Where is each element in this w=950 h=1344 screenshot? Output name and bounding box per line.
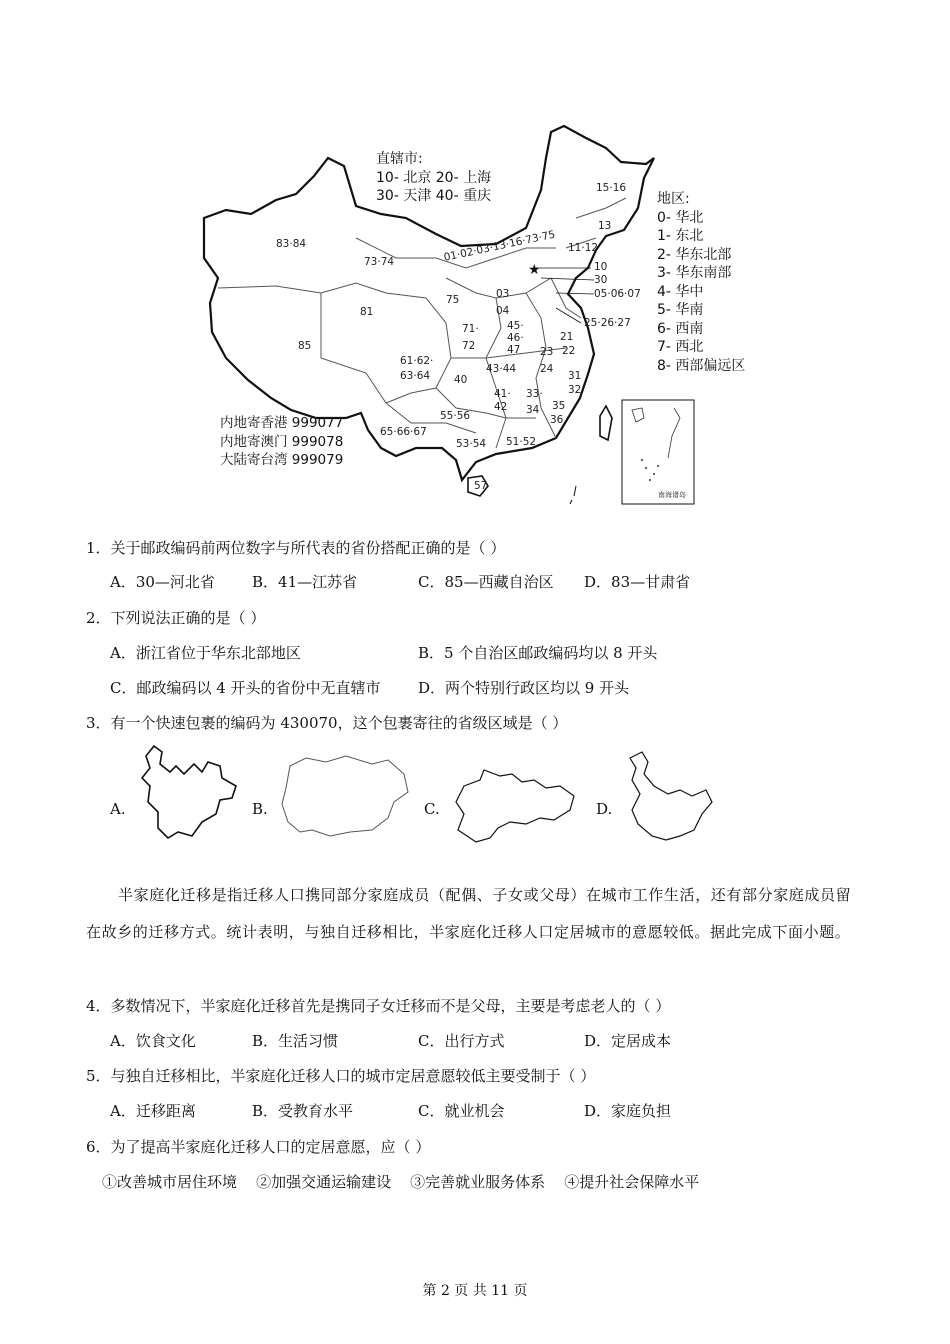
region-item: 0- 华北 [657, 209, 704, 226]
municipalities-line1: 10- 北京 20- 上海 [376, 169, 492, 186]
code-label: 22 [562, 345, 576, 357]
yunnan-outline-shape [136, 742, 246, 844]
heilongjiang-outline-shape [622, 750, 718, 846]
question-2: 2．下列说法正确的是（ ） [86, 609, 266, 627]
question-4: 4．多数情况下，半家庭化迁移首先是携同子女迁移而不是父母，主要是考虑老人的（ ） [86, 997, 671, 1015]
question-3: 3．有一个快速包裹的编码为 430070，这个包裹寄往的省级区域是（ ） [86, 714, 568, 732]
region-item: 3- 华东南部 [657, 265, 732, 281]
qinghai-outline-shape [276, 752, 412, 838]
code-label: 11·12 [568, 242, 599, 254]
q4-option-d: D．定居成本 [584, 1032, 672, 1050]
q6-statements: ①改善城市居住环境 ②加强交通运输建设 ③完善就业服务体系 ④提升社会保障水平 [102, 1173, 700, 1191]
code-label: 73·74 [364, 256, 395, 268]
code-label: 01·02·03·13·16·73·75 [442, 228, 557, 264]
q1-option-d: D．83—甘肃省 [584, 573, 691, 591]
inset-label: 南海诸岛 [658, 491, 686, 499]
special-code-hk: 内地寄香港 999077 [220, 415, 344, 431]
q2-option-b: B．5 个自治区邮政编码均以 8 开头 [418, 644, 658, 662]
code-label: 21 [560, 331, 574, 343]
q5-option-a: A．迁移距离 [110, 1102, 196, 1120]
q4-option-b: B．生活习惯 [252, 1032, 339, 1050]
code-label: 04 [496, 305, 510, 317]
q2-option-d: D．两个特别行政区均以 9 开头 [418, 679, 630, 697]
question-1: 1．关于邮政编码前两位数字与所代表的省份搭配正确的是（ ） [86, 539, 506, 557]
code-label: 36 [550, 414, 564, 426]
question-6: 6．为了提高半家庭化迁移人口的定居意愿，应（ ） [86, 1138, 431, 1156]
code-label: 65·66·67 [380, 426, 427, 438]
code-label: 24 [540, 363, 554, 375]
code-label: 71· [462, 323, 479, 335]
q3-option-b: B. [252, 800, 268, 818]
reading-passage: 半家庭化迁移是指迁移人口携同部分家庭成员（配偶、子女或父母）在城市工作生活，还有部分家庭成员留在故乡的迁移方式。统计表明，与独自迁移相比，半家庭化迁移人口定居城市的意愿较低。据此完成下面小题。 [86, 886, 852, 941]
municipalities-title: 直辖市: [376, 151, 423, 167]
region-item: 5- 华南 [657, 302, 704, 318]
code-label: 41· 42 [494, 388, 511, 413]
q5-option-d: D．家庭负担 [584, 1102, 672, 1120]
q5-option-b: B．受教育水平 [252, 1102, 354, 1120]
code-label: 40 [454, 374, 468, 386]
q3-option-c: C. [424, 800, 440, 818]
code-label: 55·56 [440, 410, 471, 422]
code-label: 45· 46· 47 [507, 320, 524, 356]
page-footer: 第 2 页 共 11 页 [422, 1283, 528, 1299]
special-code-taiwan: 大陆寄台湾 999079 [220, 452, 344, 468]
question-5: 5．与独自迁移相比，半家庭化迁移人口的城市定居意愿较低主要受制于（ ） [86, 1067, 596, 1085]
svg-text:★: ★ [528, 262, 541, 278]
region-item: 2- 华东北部 [657, 246, 732, 263]
q4-option-a: A．饮食文化 [110, 1032, 196, 1050]
q1-option-a: A．30—河北省 [110, 573, 215, 591]
code-label: 35 [552, 400, 566, 412]
code-label: 72 [462, 340, 476, 352]
special-code-macau: 内地寄澳门 999078 [220, 433, 344, 450]
code-label: 75 [446, 294, 460, 306]
code-label: 53·54 [456, 438, 487, 450]
region-item: 7- 西北 [657, 339, 704, 355]
q1-option-b: B．41—江苏省 [252, 573, 358, 591]
q2-option-c: C．邮政编码以 4 开头的省份中无直辖市 [110, 679, 381, 697]
region-item: 4- 华中 [657, 283, 704, 300]
code-label: 31 [568, 370, 582, 382]
q4-option-c: C．出行方式 [418, 1032, 505, 1050]
hubei-outline-shape [450, 766, 580, 848]
code-label: 34 [526, 404, 540, 416]
code-label: 05·06·07 [594, 288, 641, 300]
code-label: 85 [298, 340, 312, 352]
q3-option-d: D. [596, 800, 613, 818]
code-label: 15·16 [596, 182, 627, 194]
municipalities-line2: 30- 天津 40- 重庆 [376, 188, 492, 204]
regions-title: 地区: [657, 191, 690, 207]
code-label: 10 [594, 261, 608, 273]
special-codes-legend [220, 414, 343, 470]
q3-option-a: A. [110, 800, 126, 818]
q2-option-a: A．浙江省位于华东北部地区 [110, 644, 301, 662]
region-item: 6- 西南 [657, 320, 704, 337]
china-postal-map [196, 118, 756, 508]
code-label: 33· [526, 388, 543, 400]
regions-legend [657, 190, 745, 375]
code-label: 30 [594, 274, 608, 286]
code-label: 13 [598, 220, 612, 232]
code-label: 25·26·27 [584, 317, 631, 329]
q1-option-c: C．85—西藏自治区 [418, 573, 554, 591]
code-label: 83·84 [276, 238, 307, 250]
code-label: 32 [568, 384, 582, 396]
code-label: 43·44 [486, 363, 517, 375]
region-item: 8- 西部偏远区 [657, 357, 746, 374]
code-label: 03 [496, 288, 510, 300]
code-label: 51·52 [506, 436, 537, 448]
code-label: 23 [540, 346, 554, 358]
code-label: 61·62· 63·64 [400, 355, 434, 382]
q5-option-c: C．就业机会 [418, 1102, 505, 1120]
municipalities-legend [376, 150, 491, 206]
code-label: 81 [360, 306, 374, 318]
region-item: 1- 东北 [657, 228, 704, 244]
code-label: 57 [474, 480, 488, 492]
